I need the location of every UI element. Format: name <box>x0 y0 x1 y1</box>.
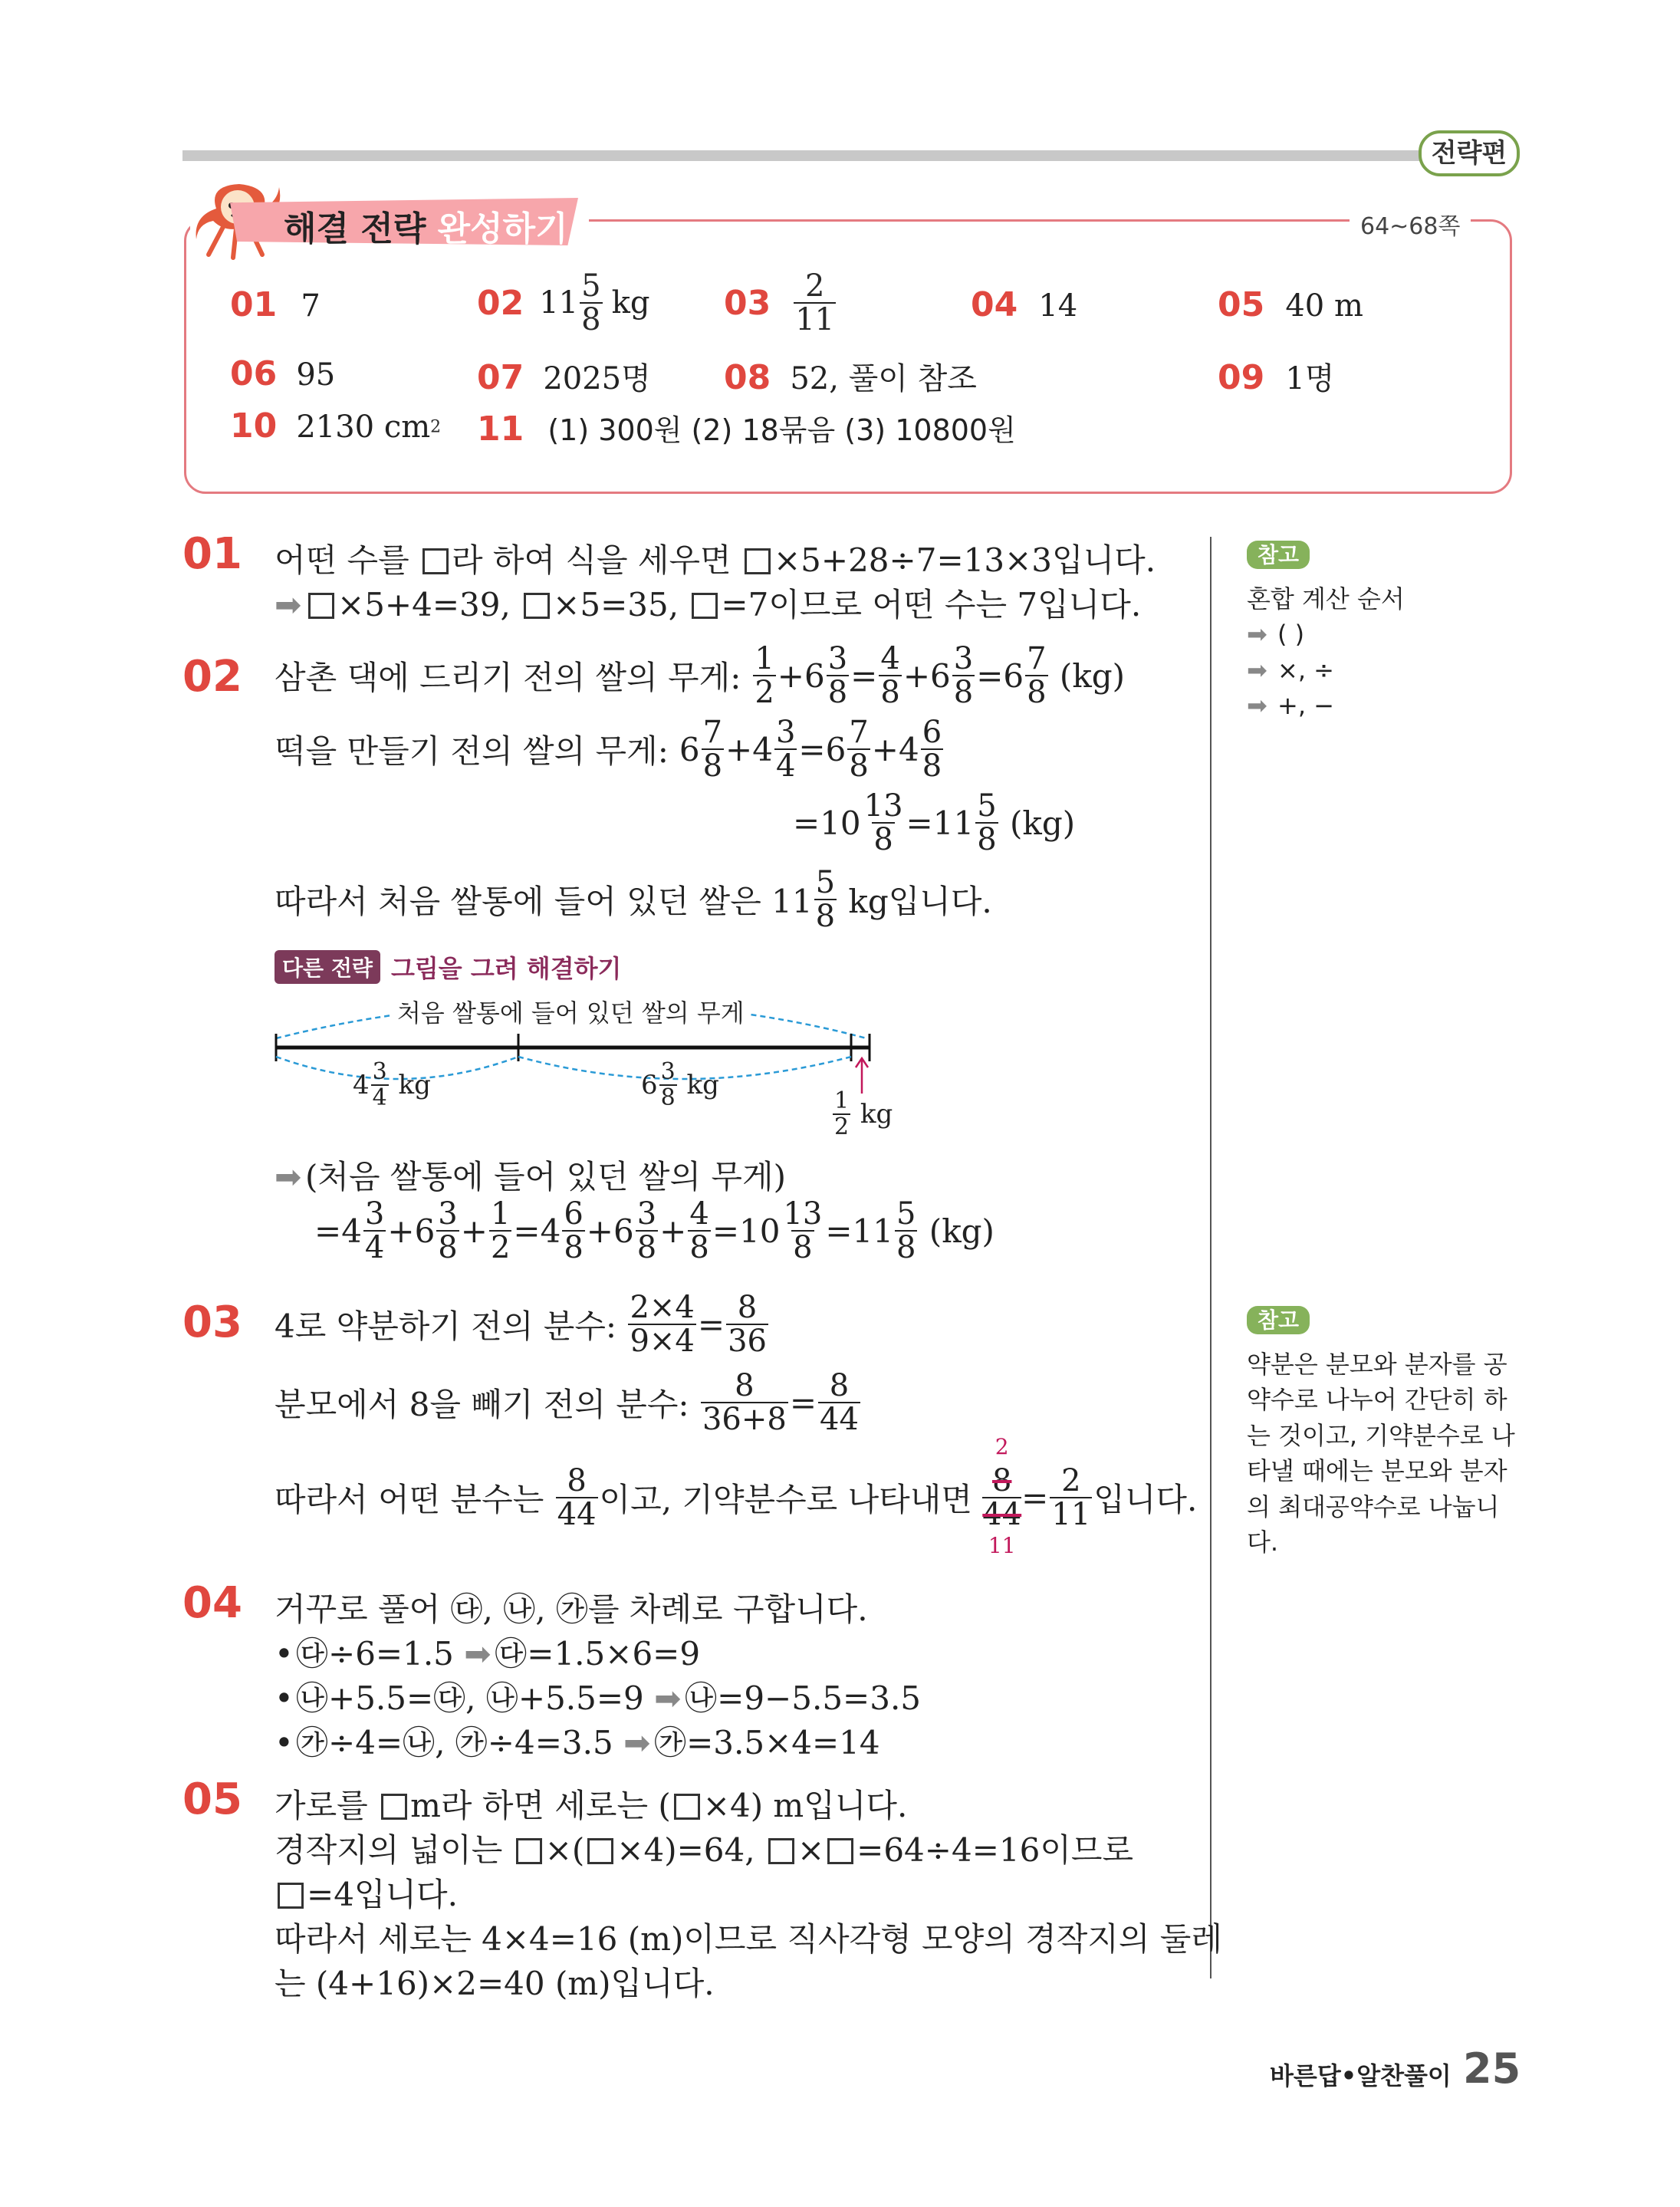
answer-09: 09 1명 <box>1218 358 1335 397</box>
header-bar <box>182 150 1425 161</box>
arrow-icon: ➡ <box>1247 655 1267 685</box>
arrow-icon: ➡ <box>1247 620 1267 650</box>
problem-number-01: 01 <box>182 529 242 579</box>
answer-08: 08 52, 풀이 참조 <box>724 358 977 397</box>
diagram-label-3: $\frac{1}{2}$ kg <box>834 1087 893 1140</box>
p05-line2: 경작지의 넓이는 ×( ×4)=64, × =64÷4=16이므로 <box>275 1831 1134 1869</box>
answer-03: 03 $\frac{2}{11}$ <box>724 268 835 337</box>
section-tag: 전략편 <box>1419 130 1520 176</box>
page-number: 25 <box>1463 2044 1521 2093</box>
arrow-icon: ➡ <box>464 1635 492 1673</box>
problem-number-02: 02 <box>182 652 242 702</box>
arrow-icon: ➡ <box>623 1724 651 1761</box>
other-strategy: 다른 전략 그림을 그려 해결하기 <box>275 949 621 985</box>
p03-line3: 따라서 어떤 분수는 $\frac{8}{44}$ 이고, 기약분수로 나타내면 2 8 44 11 = $\frac{2}{11}$ 입니다. <box>275 1434 1198 1558</box>
p01-line2: ➡ ×5+4=39, ×5=35, =7이므로 어떤 수는 7입니다. <box>275 586 1142 623</box>
p04-line4: •㉮÷4=㉯, ㉮÷4=3.5 ➡ ㉮=3.5×4=14 <box>275 1724 880 1761</box>
problem-number-05: 05 <box>182 1774 242 1824</box>
diagram-label-1: 4 $\frac{3}{4}$ kg <box>353 1058 431 1111</box>
p05-line4: 따라서 세로는 4×4=16 (m)이므로 직사각형 모양의 경작지의 둘레 <box>275 1920 1222 1958</box>
p02-line6: =4 $\frac{3}{4}$ +6 $\frac{3}{8}$ + $\frac{1}{2}$ =4 $\frac{6}{8}$ +6 $\frac{3}{8}$ + $\frac{4}{8}$ =10 $\frac{13}{8}$ =11 $\frac{5}{8}$ (kg) <box>314 1196 995 1265</box>
problem-number-03: 03 <box>182 1298 242 1347</box>
arrow-icon: ➡ <box>1247 691 1267 721</box>
answer-11: 11 (1) 300원 (2) 18묶음 (3) 10800원 <box>477 409 1016 449</box>
diagram-label-2: 6 $\frac{3}{8}$ kg <box>641 1058 719 1111</box>
answer-07: 07 2025명 <box>477 358 651 397</box>
note-2: 참고 약분은 분모와 분자를 공 약수로 나누어 간단히 하 는 것이고, 기약분수로 나 타낼 때에는 분모와 분자 의 최대공약수로 나눕니 다. <box>1247 1307 1515 1557</box>
problem-number-04: 04 <box>182 1578 242 1628</box>
diagram-top-label: 처음 쌀통에 들어 있던 쌀의 무게 <box>391 994 751 1029</box>
p02-line2: 떡을 만들기 전의 쌀의 무게: 6 $\frac{7}{8}$ +4 $\frac{3}{4}$ =6 $\frac{7}{8}$ +4 $\frac{6}{8}$ <box>275 715 942 784</box>
answer-05: 05 40 m <box>1218 285 1363 324</box>
p02-line4: 따라서 처음 쌀통에 들어 있던 쌀은 11 $\frac{5}{8}$ kg입니다. <box>275 865 992 934</box>
answer-01: 01 7 <box>230 285 321 324</box>
p05-line5: 는 (4+16)×2=40 (m)입니다. <box>275 1965 715 2002</box>
p02-line1: 삼촌 댁에 드리기 전의 쌀의 무게: $\frac{1}{2}$ +6 $\frac{3}{8}$ = $\frac{4}{8}$ +6 $\frac{3}{8}$ =6 $\frac{7}{8}$ (kg) <box>275 641 1126 710</box>
answer-06: 06 95 <box>230 354 336 393</box>
answer-04: 04 14 <box>971 285 1078 324</box>
page-range: 64~68쪽 <box>1350 207 1471 241</box>
arrow-icon: ➡ <box>275 1158 302 1196</box>
note-tag: 참고 <box>1247 541 1310 569</box>
p02-line3: =10 $\frac{13}{8}$ =11 $\frac{5}{8}$ (kg) <box>793 788 1076 857</box>
p03-line2: 분모에서 8을 빼기 전의 분수: $\frac{8}{36+8}$ = $\frac{8}{44}$ <box>275 1368 859 1437</box>
p05-line1: 가로를 m라 하면 세로는 ( ×4) m입니다. <box>275 1787 908 1824</box>
other-strategy-tag: 다른 전략 <box>275 950 380 984</box>
section-title: 해결 전략 완성하기 <box>284 209 568 248</box>
p03-line1: 4로 약분하기 전의 분수: $\frac{2\times 4}{9\times 4}$ = $\frac{8}{36}$ <box>275 1290 767 1359</box>
arrow-icon: ➡ <box>275 586 302 623</box>
answer-10: 10 2130 $cm^2$ <box>230 406 442 446</box>
footer-title: 바른답•알찬풀이 <box>1270 2061 1452 2090</box>
p04-line1: 거꾸로 풀어 ㉰, ㉯, ㉮를 차례로 구합니다. <box>275 1590 868 1628</box>
note-1: 참고 혼합 계산 순서 ➡ ( ) ➡ ×, ÷ ➡ +, − <box>1247 538 1405 724</box>
note-tag: 참고 <box>1247 1306 1310 1334</box>
p05-line3: =4입니다. <box>275 1870 458 1916</box>
column-divider <box>1210 537 1212 1978</box>
p02-line5: ➡ (처음 쌀통에 들어 있던 쌀의 무게) <box>275 1158 786 1196</box>
p04-line2: •㉰÷6=1.5 ➡ ㉰=1.5×6=9 <box>275 1635 701 1673</box>
p04-line3: •㉯+5.5=㉰, ㉯+5.5=9 ➡ ㉯=9−5.5=3.5 <box>275 1679 922 1717</box>
arrow-icon: ➡ <box>654 1679 682 1717</box>
p01-line1: 어떤 수를 라 하여 식을 세우면 ×5+28÷7=13×3입니다. <box>275 541 1156 579</box>
answer-02: 02 11 $\frac{5}{8}$ kg <box>477 268 650 337</box>
